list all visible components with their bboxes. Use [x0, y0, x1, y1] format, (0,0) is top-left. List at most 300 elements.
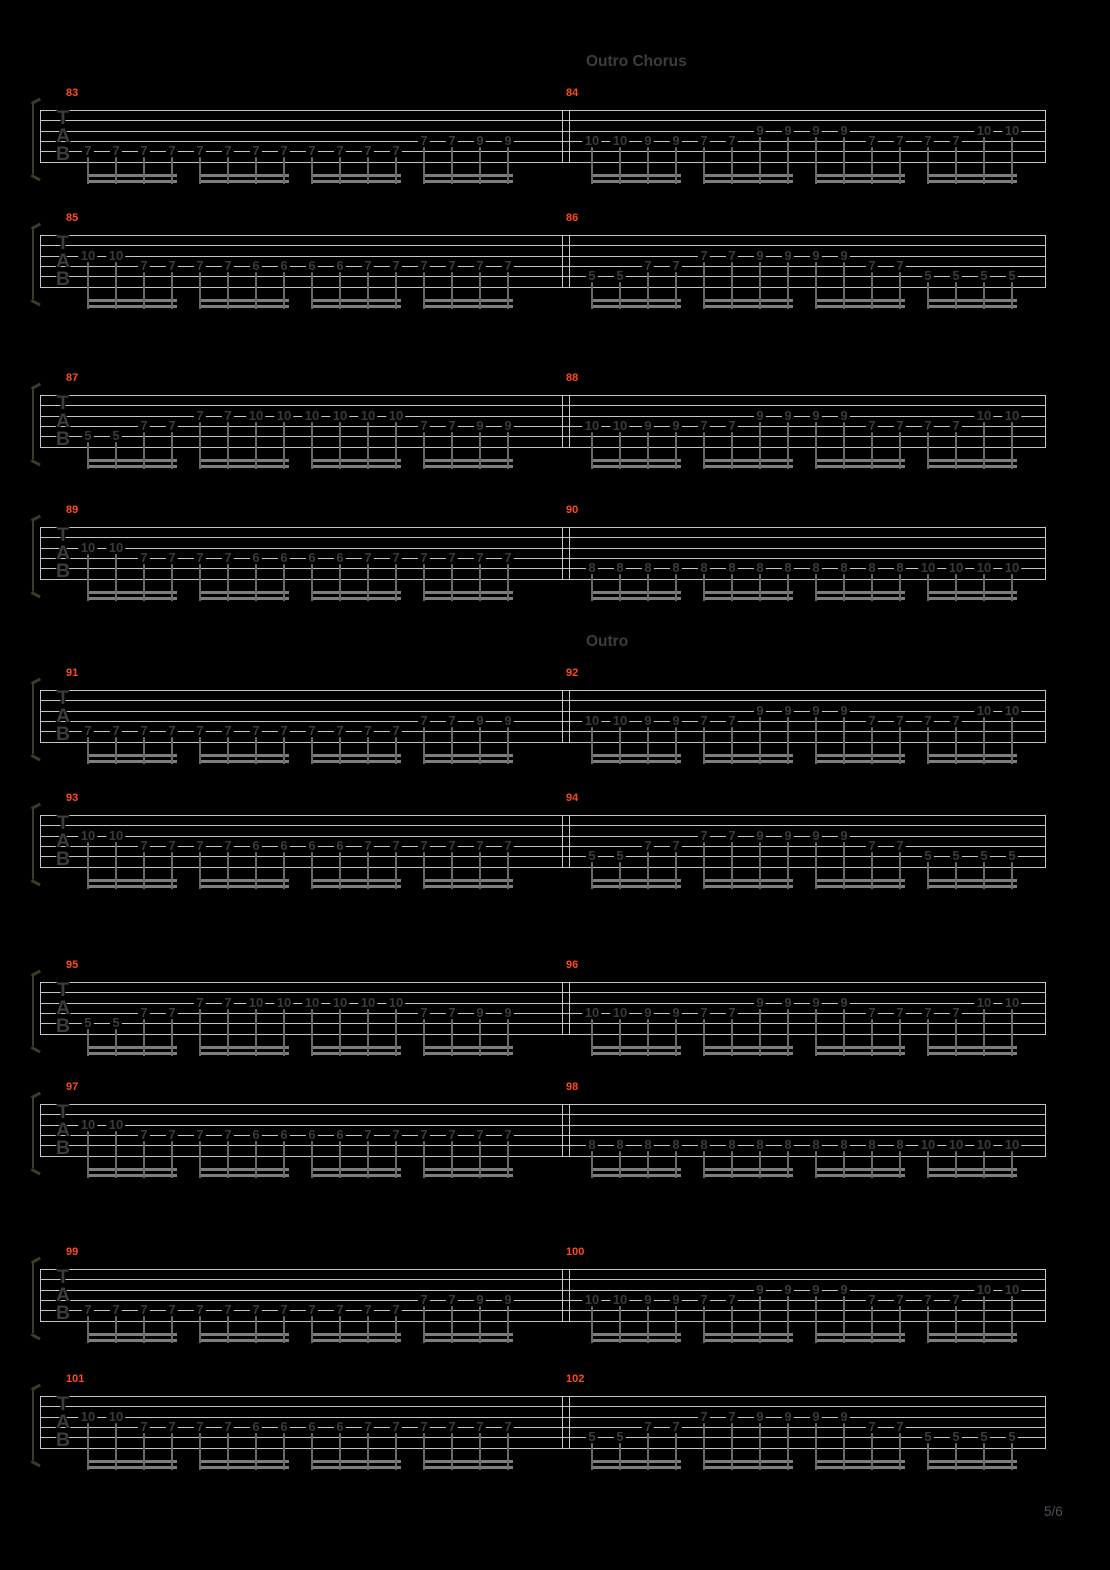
- note-stem: [843, 1007, 844, 1056]
- note-stem: [619, 1017, 620, 1056]
- fret-note: 7: [390, 551, 402, 564]
- sixteenth-beam: [311, 1460, 401, 1463]
- fret-note: 7: [194, 1304, 206, 1317]
- fret-note: 7: [390, 1304, 402, 1317]
- staff-line: [40, 162, 1045, 163]
- fret-note: 9: [642, 1006, 654, 1019]
- sixteenth-beam: [927, 174, 1017, 177]
- sixteenth-beam: [87, 1046, 177, 1049]
- fret-note: 7: [138, 1420, 150, 1433]
- note-stem: [983, 1149, 984, 1177]
- sixteenth-beam: [591, 299, 681, 302]
- note-stem: [927, 725, 928, 764]
- note-stem: [983, 1441, 984, 1469]
- note-stem: [815, 1007, 816, 1056]
- fret-note: 7: [222, 145, 234, 158]
- sixteenth-beam: [199, 591, 289, 594]
- sixteenth-beam: [199, 1174, 289, 1177]
- tab-clef-letter: B: [55, 723, 71, 745]
- note-stem: [983, 860, 984, 888]
- fret-note: 8: [670, 562, 682, 575]
- sixteenth-beam: [311, 760, 401, 763]
- note-stem: [787, 420, 788, 469]
- fret-note: 7: [502, 1128, 514, 1141]
- sixteenth-beam: [703, 760, 793, 763]
- fret-note: 6: [306, 259, 318, 272]
- sixteenth-beam: [423, 1460, 513, 1463]
- tab-clef-letter: B: [55, 560, 71, 582]
- fret-note: 7: [474, 551, 486, 564]
- note-stem: [339, 850, 340, 889]
- note-stem: [787, 1149, 788, 1177]
- note-stem: [311, 562, 312, 601]
- note-stem: [675, 145, 676, 184]
- fret-note: 7: [502, 259, 514, 272]
- fret-note: 5: [978, 850, 990, 863]
- note-stem: [927, 1304, 928, 1343]
- barline-middle: [569, 235, 570, 288]
- sixteenth-beam: [199, 1333, 289, 1336]
- note-stem: [199, 270, 200, 309]
- note-stem: [787, 840, 788, 889]
- fret-note: 5: [586, 270, 598, 283]
- sixteenth-beam: [703, 1460, 793, 1463]
- note-stem: [87, 440, 88, 468]
- note-stem: [255, 270, 256, 309]
- sixteenth-beam: [591, 885, 681, 888]
- barline-end: [1045, 1104, 1046, 1157]
- fret-note: 9: [670, 419, 682, 432]
- sixteenth-beam: [199, 597, 289, 600]
- fret-note: 7: [446, 839, 458, 852]
- barline-middle: [562, 110, 563, 163]
- note-stem: [87, 735, 88, 763]
- fret-note: 7: [642, 839, 654, 852]
- fret-note: 5: [110, 430, 122, 443]
- barline-end: [1045, 235, 1046, 288]
- system-bracket: [32, 229, 35, 299]
- fret-note: 9: [838, 829, 850, 842]
- note-stem: [507, 1304, 508, 1343]
- tab-clef-letter: T: [57, 232, 69, 254]
- sixteenth-beam: [87, 1460, 177, 1463]
- sixteenth-beam: [423, 1339, 513, 1342]
- sixteenth-beam: [591, 180, 681, 183]
- fret-note: 5: [1006, 850, 1018, 863]
- fret-note: 5: [82, 1017, 94, 1030]
- note-stem: [591, 145, 592, 184]
- fret-note: 10: [1002, 409, 1021, 422]
- fret-note: 10: [78, 249, 97, 262]
- section-label-outro: Outro: [586, 633, 629, 650]
- fret-note: 6: [278, 1420, 290, 1433]
- staff-line: [40, 1448, 1045, 1449]
- sixteenth-beam: [703, 591, 793, 594]
- tab-clef-letter: B: [55, 428, 71, 450]
- note-stem: [283, 735, 284, 763]
- fret-note: 7: [894, 839, 906, 852]
- sixteenth-beam: [311, 1052, 401, 1055]
- sixteenth-beam: [87, 1168, 177, 1171]
- note-stem: [255, 562, 256, 601]
- fret-note: 9: [782, 1410, 794, 1423]
- fret-note: 7: [334, 725, 346, 738]
- staff-line: [40, 1104, 1045, 1105]
- fret-note: 8: [838, 562, 850, 575]
- note-stem: [423, 850, 424, 889]
- measure-number: 90: [566, 504, 579, 516]
- fret-note: 8: [726, 1139, 738, 1152]
- note-stem: [815, 840, 816, 889]
- fret-note: 7: [362, 725, 374, 738]
- fret-note: 8: [838, 1139, 850, 1152]
- fret-note: 8: [642, 562, 654, 575]
- fret-note: 7: [138, 259, 150, 272]
- note-stem: [311, 1139, 312, 1178]
- fret-note: 9: [474, 1006, 486, 1019]
- note-stem: [507, 850, 508, 889]
- note-stem: [759, 1149, 760, 1177]
- note-stem: [479, 725, 480, 764]
- barline-start: [40, 815, 41, 868]
- fret-note: 9: [502, 1293, 514, 1306]
- sixteenth-beam: [927, 1052, 1017, 1055]
- staff-line: [40, 690, 1045, 691]
- fret-note: 9: [502, 419, 514, 432]
- fret-note: 7: [390, 145, 402, 158]
- fret-note: 7: [866, 1006, 878, 1019]
- note-stem: [619, 145, 620, 184]
- sixteenth-beam: [199, 1046, 289, 1049]
- fret-note: 7: [950, 134, 962, 147]
- staff-line: [40, 836, 1045, 837]
- note-stem: [871, 270, 872, 309]
- sixteenth-beam: [423, 465, 513, 468]
- fret-note: 7: [950, 419, 962, 432]
- tab-clef-letter: A: [55, 1411, 71, 1433]
- fret-note: 9: [502, 1006, 514, 1019]
- fret-note: 10: [302, 996, 321, 1009]
- note-stem: [507, 1139, 508, 1178]
- note-stem: [703, 1421, 704, 1470]
- sixteenth-beam: [311, 754, 401, 757]
- sixteenth-beam: [591, 1339, 681, 1342]
- note-stem: [143, 155, 144, 183]
- measure-number: 91: [66, 667, 79, 679]
- sixteenth-beam: [199, 1466, 289, 1469]
- tab-clef-letter: A: [55, 542, 71, 564]
- note-stem: [675, 1017, 676, 1056]
- fret-note: 7: [306, 145, 318, 158]
- note-stem: [255, 1139, 256, 1178]
- fret-note: 9: [838, 409, 850, 422]
- tab-clef-letter: A: [55, 1119, 71, 1141]
- fret-note: 9: [754, 1283, 766, 1296]
- note-stem: [423, 1139, 424, 1178]
- note-stem: [871, 850, 872, 889]
- sixteenth-beam: [87, 299, 177, 302]
- staff-line: [40, 1114, 1045, 1115]
- fret-note: 7: [166, 1128, 178, 1141]
- sixteenth-beam: [87, 1339, 177, 1342]
- sixteenth-beam: [311, 299, 401, 302]
- sixteenth-beam: [703, 1466, 793, 1469]
- fret-note: 10: [106, 1410, 125, 1423]
- sixteenth-beam: [423, 591, 513, 594]
- fret-note: 7: [362, 839, 374, 852]
- note-stem: [1011, 715, 1012, 764]
- note-stem: [367, 420, 368, 469]
- sixteenth-beam: [815, 1333, 905, 1336]
- note-stem: [647, 1017, 648, 1056]
- note-stem: [843, 135, 844, 184]
- staff-line: [40, 1003, 1045, 1004]
- sixteenth-beam: [703, 1174, 793, 1177]
- sixteenth-beam: [703, 459, 793, 462]
- note-stem: [311, 850, 312, 889]
- fret-note: 6: [278, 839, 290, 852]
- fret-note: 5: [922, 270, 934, 283]
- sixteenth-beam: [199, 1460, 289, 1463]
- sixteenth-beam: [87, 879, 177, 882]
- fret-note: 9: [474, 714, 486, 727]
- fret-note: 7: [418, 714, 430, 727]
- fret-note: 8: [866, 562, 878, 575]
- fret-note: 7: [474, 1128, 486, 1141]
- note-stem: [451, 850, 452, 889]
- note-stem: [479, 270, 480, 309]
- note-stem: [731, 145, 732, 184]
- fret-note: 7: [446, 1006, 458, 1019]
- sixteenth-beam: [423, 754, 513, 757]
- fret-note: 10: [1002, 996, 1021, 1009]
- fret-note: 10: [974, 704, 993, 717]
- fret-note: 9: [782, 829, 794, 842]
- note-stem: [507, 270, 508, 309]
- sixteenth-beam: [703, 754, 793, 757]
- fret-note: 7: [418, 419, 430, 432]
- fret-note: 8: [586, 562, 598, 575]
- note-stem: [675, 1304, 676, 1343]
- sixteenth-beam: [815, 305, 905, 308]
- note-stem: [787, 572, 788, 600]
- tab-clef-letter: T: [57, 107, 69, 129]
- tab-clef-letter: T: [57, 524, 69, 546]
- note-stem: [311, 420, 312, 469]
- fret-note: 6: [334, 551, 346, 564]
- fret-note: 8: [782, 562, 794, 575]
- note-stem: [143, 1431, 144, 1470]
- fret-note: 7: [950, 1293, 962, 1306]
- staff-line: [40, 1034, 1045, 1035]
- fret-note: 5: [978, 1431, 990, 1444]
- fret-note: 8: [782, 1139, 794, 1152]
- measure-number: 97: [66, 1081, 79, 1093]
- system-bracket: [32, 104, 35, 174]
- note-stem: [1011, 572, 1012, 600]
- sixteenth-beam: [87, 305, 177, 308]
- fret-note: 7: [418, 1006, 430, 1019]
- sixteenth-beam: [815, 885, 905, 888]
- note-stem: [227, 562, 228, 601]
- fret-note: 7: [306, 725, 318, 738]
- note-stem: [927, 860, 928, 888]
- note-stem: [115, 155, 116, 183]
- note-stem: [871, 1431, 872, 1470]
- sixteenth-beam: [591, 459, 681, 462]
- note-stem: [955, 860, 956, 888]
- note-stem: [143, 1314, 144, 1342]
- system-bracket-hook-bottom: [30, 174, 40, 181]
- sixteenth-beam: [311, 885, 401, 888]
- note-stem: [703, 840, 704, 889]
- note-stem: [171, 155, 172, 183]
- fret-note: 7: [698, 419, 710, 432]
- staff-line: [40, 245, 1045, 246]
- note-stem: [899, 850, 900, 889]
- measure-number: 102: [566, 1373, 585, 1385]
- sixteenth-beam: [815, 1339, 905, 1342]
- sixteenth-beam: [311, 591, 401, 594]
- system-bracket-hook-top: [30, 514, 40, 521]
- sixteenth-beam: [87, 465, 177, 468]
- fret-note: 6: [306, 839, 318, 852]
- sixteenth-beam: [311, 180, 401, 183]
- system-bracket-hook-top: [30, 97, 40, 104]
- sixteenth-beam: [199, 465, 289, 468]
- fret-note: 7: [222, 551, 234, 564]
- note-stem: [395, 270, 396, 309]
- sixteenth-beam: [815, 465, 905, 468]
- fret-note: 7: [278, 1304, 290, 1317]
- fret-note: 9: [838, 996, 850, 1009]
- fret-note: 10: [582, 419, 601, 432]
- fret-note: 9: [754, 124, 766, 137]
- fret-note: 7: [866, 259, 878, 272]
- sixteenth-beam: [311, 305, 401, 308]
- fret-note: 7: [446, 551, 458, 564]
- sixteenth-beam: [703, 465, 793, 468]
- measure-number: 96: [566, 959, 579, 971]
- staff-line: [40, 1156, 1045, 1157]
- note-stem: [283, 562, 284, 601]
- fret-note: 7: [82, 1304, 94, 1317]
- measure-number: 87: [66, 372, 79, 384]
- fret-note: 6: [334, 1420, 346, 1433]
- note-stem: [759, 572, 760, 600]
- fret-note: 9: [810, 704, 822, 717]
- sixteenth-beam: [423, 299, 513, 302]
- staff-line: [40, 1125, 1045, 1126]
- staff-line: [40, 436, 1045, 437]
- fret-note: 7: [446, 1293, 458, 1306]
- fret-note: 7: [110, 1304, 122, 1317]
- fret-note: 7: [166, 725, 178, 738]
- note-stem: [367, 1314, 368, 1342]
- sixteenth-beam: [815, 459, 905, 462]
- fret-note: 6: [306, 1128, 318, 1141]
- fret-note: 7: [362, 551, 374, 564]
- note-stem: [899, 572, 900, 600]
- sixteenth-beam: [311, 1339, 401, 1342]
- barline-middle: [562, 1396, 563, 1449]
- fret-note: 7: [390, 725, 402, 738]
- note-stem: [283, 1314, 284, 1342]
- note-stem: [731, 260, 732, 309]
- note-stem: [283, 270, 284, 309]
- fret-note: 6: [306, 1420, 318, 1433]
- note-stem: [647, 572, 648, 600]
- fret-note: 9: [810, 409, 822, 422]
- fret-note: 7: [894, 1006, 906, 1019]
- note-stem: [927, 572, 928, 600]
- note-stem: [227, 1139, 228, 1178]
- fret-note: 7: [726, 419, 738, 432]
- note-stem: [367, 735, 368, 763]
- note-stem: [703, 260, 704, 309]
- note-stem: [507, 1431, 508, 1470]
- note-stem: [87, 1314, 88, 1342]
- fret-note: 6: [306, 551, 318, 564]
- note-stem: [339, 270, 340, 309]
- sixteenth-beam: [703, 1052, 793, 1055]
- fret-note: 7: [138, 419, 150, 432]
- fret-note: 5: [950, 270, 962, 283]
- sixteenth-beam: [199, 299, 289, 302]
- barline-middle: [562, 235, 563, 288]
- fret-note: 7: [362, 259, 374, 272]
- note-stem: [87, 155, 88, 183]
- fret-note: 7: [194, 996, 206, 1009]
- sixteenth-beam: [591, 1174, 681, 1177]
- system-bracket: [32, 1263, 35, 1333]
- sixteenth-beam: [423, 1174, 513, 1177]
- note-stem: [451, 145, 452, 184]
- note-stem: [703, 572, 704, 600]
- barline-start: [40, 1269, 41, 1322]
- fret-note: 7: [894, 134, 906, 147]
- measure-number: 95: [66, 959, 79, 971]
- fret-note: 9: [642, 419, 654, 432]
- fret-note: 7: [194, 839, 206, 852]
- note-stem: [507, 1017, 508, 1056]
- sixteenth-beam: [199, 754, 289, 757]
- note-stem: [87, 552, 88, 601]
- fret-note: 7: [474, 259, 486, 272]
- fret-note: 10: [78, 1118, 97, 1131]
- fret-note: 7: [866, 419, 878, 432]
- sixteenth-beam: [199, 305, 289, 308]
- measure-number: 94: [566, 792, 579, 804]
- fret-note: 7: [670, 839, 682, 852]
- note-stem: [395, 420, 396, 469]
- tab-clef-letter: B: [55, 1429, 71, 1451]
- sixteenth-beam: [311, 1174, 401, 1177]
- system-bracket-hook-top: [30, 1091, 40, 1098]
- note-stem: [899, 725, 900, 764]
- system-bracket-hook-bottom: [30, 299, 40, 306]
- fret-note: 7: [362, 1420, 374, 1433]
- note-stem: [647, 1304, 648, 1343]
- note-stem: [87, 1421, 88, 1470]
- note-stem: [423, 1431, 424, 1470]
- fret-note: 7: [166, 145, 178, 158]
- note-stem: [759, 1294, 760, 1343]
- note-stem: [731, 725, 732, 764]
- measure-number: 98: [566, 1081, 579, 1093]
- fret-note: 9: [782, 704, 794, 717]
- note-stem: [199, 735, 200, 763]
